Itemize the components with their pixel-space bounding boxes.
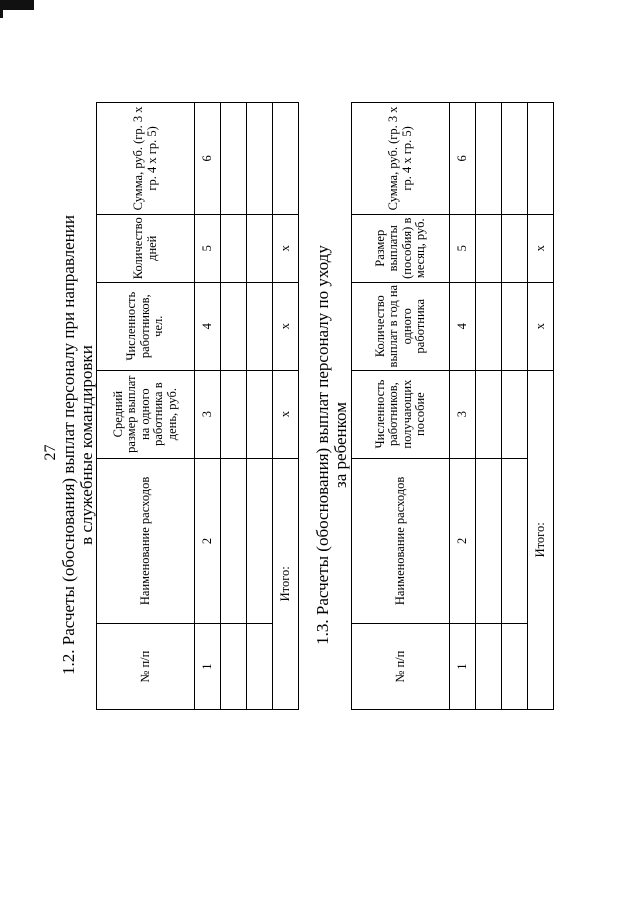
table-13-col-number: 4 xyxy=(450,282,476,370)
table-business-trips xyxy=(96,102,299,710)
section-12-title-line1: 1.2. Расчеты (обоснования) выплат персоналу при направлении xyxy=(59,215,78,675)
table-12-header-cell: Наименование расходов xyxy=(97,458,195,624)
section-13-title-line2: за ребенком xyxy=(331,402,350,488)
table-cell xyxy=(476,458,502,624)
table-12-col-number: 1 xyxy=(195,624,221,710)
table-12-header-cell: Сумма, руб. (гр. 3 х гр. 4 х гр. 5) xyxy=(97,103,195,215)
table-13-header-cell: № п/п xyxy=(352,624,450,710)
table-12-number-row xyxy=(195,103,221,710)
table-12-empty-row xyxy=(247,103,273,710)
table-cell xyxy=(502,282,528,370)
table-13-header-row xyxy=(352,103,450,710)
total-mark: х xyxy=(273,282,299,370)
table-cell xyxy=(247,214,273,282)
table-12-col-number: 6 xyxy=(195,103,221,215)
table-cell xyxy=(476,624,502,710)
section-13-title-line1: 1.3. Расчеты (обоснования) выплат персоналу по уходу xyxy=(313,245,332,645)
table-13-header-cell: Количество выплат в год на одного работника xyxy=(352,282,450,370)
table-13-empty-row xyxy=(476,103,502,710)
table-cell xyxy=(247,370,273,458)
table-13-header-cell: Наименование расходов xyxy=(352,458,450,624)
table-cell xyxy=(247,624,273,710)
table-13-col-number: 5 xyxy=(450,214,476,282)
table-13-header-cell: Численность работников, получающих пособие xyxy=(352,370,450,458)
table-cell xyxy=(247,103,273,215)
table-cell xyxy=(502,214,528,282)
table-13-header-cell: Размер выплаты (пособия) в месяц, руб. xyxy=(352,214,450,282)
table-13-header-cell: Сумма, руб. (гр. 3 х гр. 4 х гр. 5) xyxy=(352,103,450,215)
table-13-col-number: 2 xyxy=(450,458,476,624)
table-cell xyxy=(476,214,502,282)
total-label: Итого: xyxy=(528,370,554,709)
table-13-empty-row xyxy=(502,103,528,710)
table-cell xyxy=(528,103,554,215)
table-13-col-number: 3 xyxy=(450,370,476,458)
total-mark: х xyxy=(273,370,299,458)
total-mark: х xyxy=(528,214,554,282)
table-cell xyxy=(502,624,528,710)
table-cell xyxy=(476,103,502,215)
table-12-header-cell: № п/п xyxy=(97,624,195,710)
table-12-header-cell: Средний размер выплат на одного работника в день, руб. xyxy=(97,370,195,458)
table-12-col-number: 5 xyxy=(195,214,221,282)
table-cell xyxy=(221,624,247,710)
total-label: Итого: xyxy=(273,458,299,709)
table-12-empty-row xyxy=(221,103,247,710)
table-12-total-row xyxy=(273,103,299,710)
table-cell xyxy=(502,370,528,458)
table-cell xyxy=(221,282,247,370)
table-cell xyxy=(476,370,502,458)
section-13-title xyxy=(314,125,350,765)
table-cell xyxy=(221,458,247,624)
table-13-total-row xyxy=(528,103,554,710)
table-cell xyxy=(221,103,247,215)
total-mark: х xyxy=(273,214,299,282)
table-12-header-row xyxy=(97,103,195,710)
table-cell xyxy=(221,214,247,282)
table-cell xyxy=(221,370,247,458)
table-12-header-cell: Количество дней xyxy=(97,214,195,282)
section-12-title-line2: в служебные командировки xyxy=(77,345,96,545)
total-mark: х xyxy=(528,282,554,370)
table-13-col-number: 6 xyxy=(450,103,476,215)
table-cell xyxy=(247,282,273,370)
table-12-col-number: 2 xyxy=(195,458,221,624)
table-cell xyxy=(476,282,502,370)
table-cell xyxy=(247,458,273,624)
table-cell xyxy=(502,458,528,624)
table-12-col-number: 4 xyxy=(195,282,221,370)
table-cell xyxy=(502,103,528,215)
table-13-col-number: 1 xyxy=(450,624,476,710)
table-12-header-cell: Численность работников, чел. xyxy=(97,282,195,370)
page-number: 27 xyxy=(42,444,59,461)
section-12-title xyxy=(60,125,96,765)
table-child-care xyxy=(351,102,554,710)
table-12-col-number: 3 xyxy=(195,370,221,458)
table-13-number-row xyxy=(450,103,476,710)
table-cell xyxy=(273,103,299,215)
